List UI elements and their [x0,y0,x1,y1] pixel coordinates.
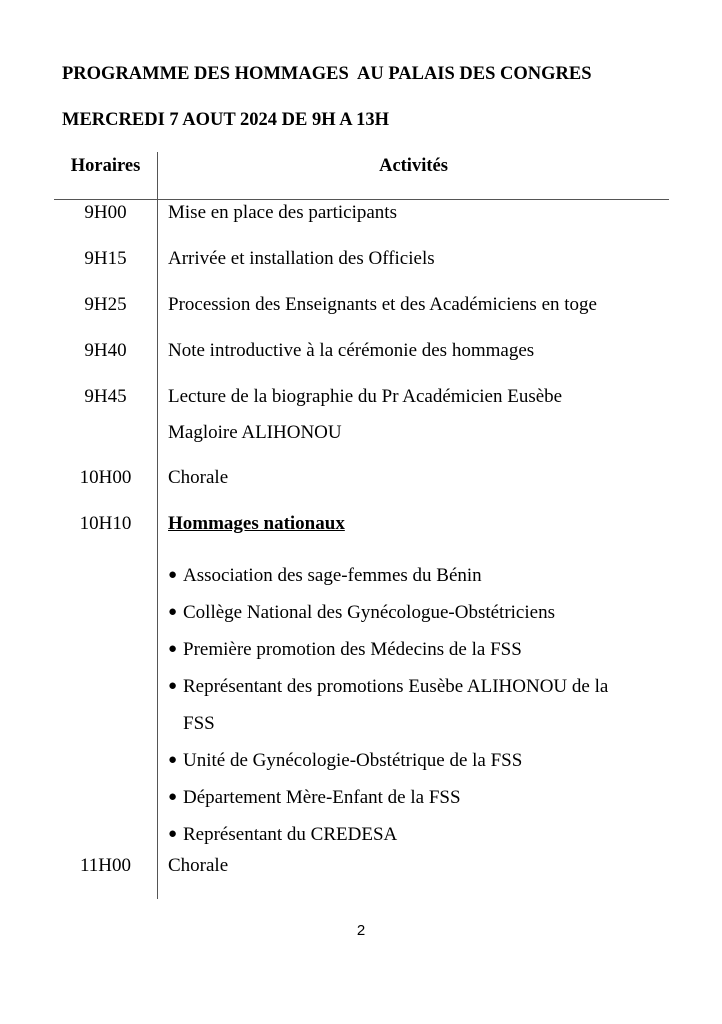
list-item [168,631,668,668]
bullet-icon: ● [168,567,178,583]
activity-line: Magloire ALIHONOU [168,422,342,443]
row-time: 11H00 [79,855,132,876]
list-item-text: Représentant du CREDESA [183,824,398,845]
hommages-list [168,557,668,853]
row-activity [168,506,668,542]
list-item-text: Représentant des promotions Eusèbe ALIHONOU de la [183,676,609,697]
list-item-text: Département Mère-Enfant de la FSS [183,787,461,808]
list-item [168,557,668,594]
page-subtitle-date: MERCREDI 7 AOUT 2024 DE 9H A 13H [62,110,390,130]
table-column-divider [157,152,158,899]
list-item [168,668,668,742]
list-item-text: Collège National des Gynécologue-Obstétriciens [183,602,555,623]
list-item-text: Association des sage-femmes du Bénin [183,565,482,586]
bullet-icon: ● [168,678,178,694]
row-time: 10H10 [79,513,132,534]
list-item [168,779,668,816]
section-heading-hommages: Hommages nationaux [168,513,345,534]
bullet-icon: ● [168,752,178,768]
page-number: 2 [356,922,366,939]
list-item-text-continuation: FSS [183,713,215,734]
row-activity: Procession des Enseignants et des Académiciens en toge [168,294,597,315]
row-activity: Chorale [168,855,229,876]
column-header-horaires: Horaires [70,156,141,176]
list-item [168,594,668,631]
bullet-icon: ● [168,789,178,805]
row-activity: Chorale [168,467,229,488]
activity-line: Lecture de la biographie du Pr Académicien Eusèbe [168,386,563,407]
list-item-text: Première promotion des Médecins de la FSS [183,639,522,660]
row-activity: Mise en place des participants [168,202,397,223]
bullet-icon: ● [168,641,178,657]
row-time: 10H00 [79,467,132,488]
row-time: 9H00 [84,202,127,223]
row-time: 9H25 [84,294,127,315]
list-item [168,742,668,779]
bullet-icon: ● [168,604,178,620]
list-item-text: Unité de Gynécologie-Obstétrique de la FSS [183,750,523,771]
row-time: 9H45 [84,386,127,407]
page-title: PROGRAMME DES HOMMAGES AU PALAIS DES CONGRES [62,64,592,84]
row-time: 9H15 [84,248,127,269]
row-activity [168,379,668,451]
bullet-icon: ● [168,826,178,842]
row-activity: Arrivée et installation des Officiels [168,248,435,269]
row-activity: Note introductive à la cérémonie des hommages [168,340,535,361]
row-time: 9H40 [84,340,127,361]
column-header-activites: Activités [379,156,448,176]
